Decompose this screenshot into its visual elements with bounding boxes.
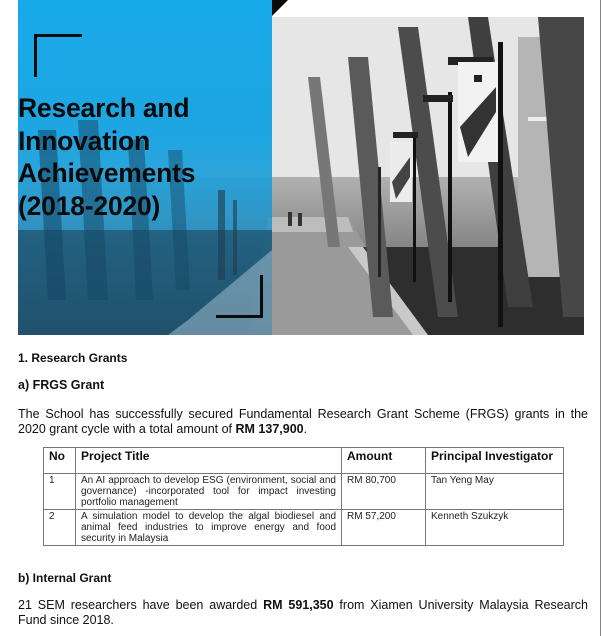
- internal-grant-paragraph: [18, 598, 588, 628]
- column-header-amount: Amount: [342, 448, 426, 474]
- table-header-row: [44, 448, 564, 474]
- cell-principal-investigator: Kenneth Szukzyk: [426, 510, 564, 546]
- hero-title: [18, 92, 195, 222]
- hero-banner: [18, 0, 584, 335]
- cell-amount: RM 80,700: [342, 474, 426, 510]
- cell-no: 2: [44, 510, 76, 546]
- frgs-grants-table: [43, 447, 564, 546]
- internal-paragraph-end: from Xiamen University Malaysia Research Fund since 2018.: [18, 598, 588, 627]
- table-row: [44, 510, 564, 546]
- frgs-paragraph-text: The School has successfully secured Fundamental Research Grant Scheme (FRGS) grants in the 2020 grant cycle with a total amount of: [18, 407, 588, 436]
- column-header-no: No: [44, 448, 76, 474]
- cell-project-title: An AI approach to develop ESG (environment, social and governance) -incorporated tool for impact investing portfolio management: [76, 474, 342, 510]
- cell-project-title: A simulation model to develop the algal biodiesel and animal feed industries to improve energy and food security in Malaysia: [76, 510, 342, 546]
- corner-triangle: [272, 0, 288, 16]
- cell-no: 1: [44, 474, 76, 510]
- title-panel: [18, 0, 272, 335]
- internal-total-amount: RM 591,350: [263, 598, 334, 612]
- hero-title-line: Innovation: [18, 125, 150, 156]
- hero-title-line: (2018-2020): [18, 190, 161, 221]
- column-header-principal-investigator: Principal Investigator: [426, 448, 564, 474]
- cell-principal-investigator: Tan Yeng May: [426, 474, 564, 510]
- hero-title-line: Research and: [18, 93, 190, 123]
- corner-bracket-top-left: [34, 34, 82, 77]
- column-header-project-title: Project Title: [76, 448, 342, 474]
- internal-paragraph-text: 21 SEM researchers have been awarded: [18, 598, 264, 612]
- section-heading-research-grants: 1. Research Grants: [18, 351, 128, 365]
- table-row: [44, 474, 564, 510]
- hero-title-line: Achievements: [18, 158, 196, 188]
- frgs-paragraph-end: .: [303, 422, 308, 436]
- frgs-total-amount: RM 137,900: [235, 422, 304, 436]
- frgs-paragraph: [18, 407, 588, 437]
- subheading-frgs-grant: a) FRGS Grant: [18, 378, 105, 392]
- page-right-border: [600, 0, 601, 636]
- cell-amount: RM 57,200: [342, 510, 426, 546]
- subheading-internal-grant: b) Internal Grant: [18, 571, 112, 585]
- corner-bracket-bottom-right: [216, 275, 263, 318]
